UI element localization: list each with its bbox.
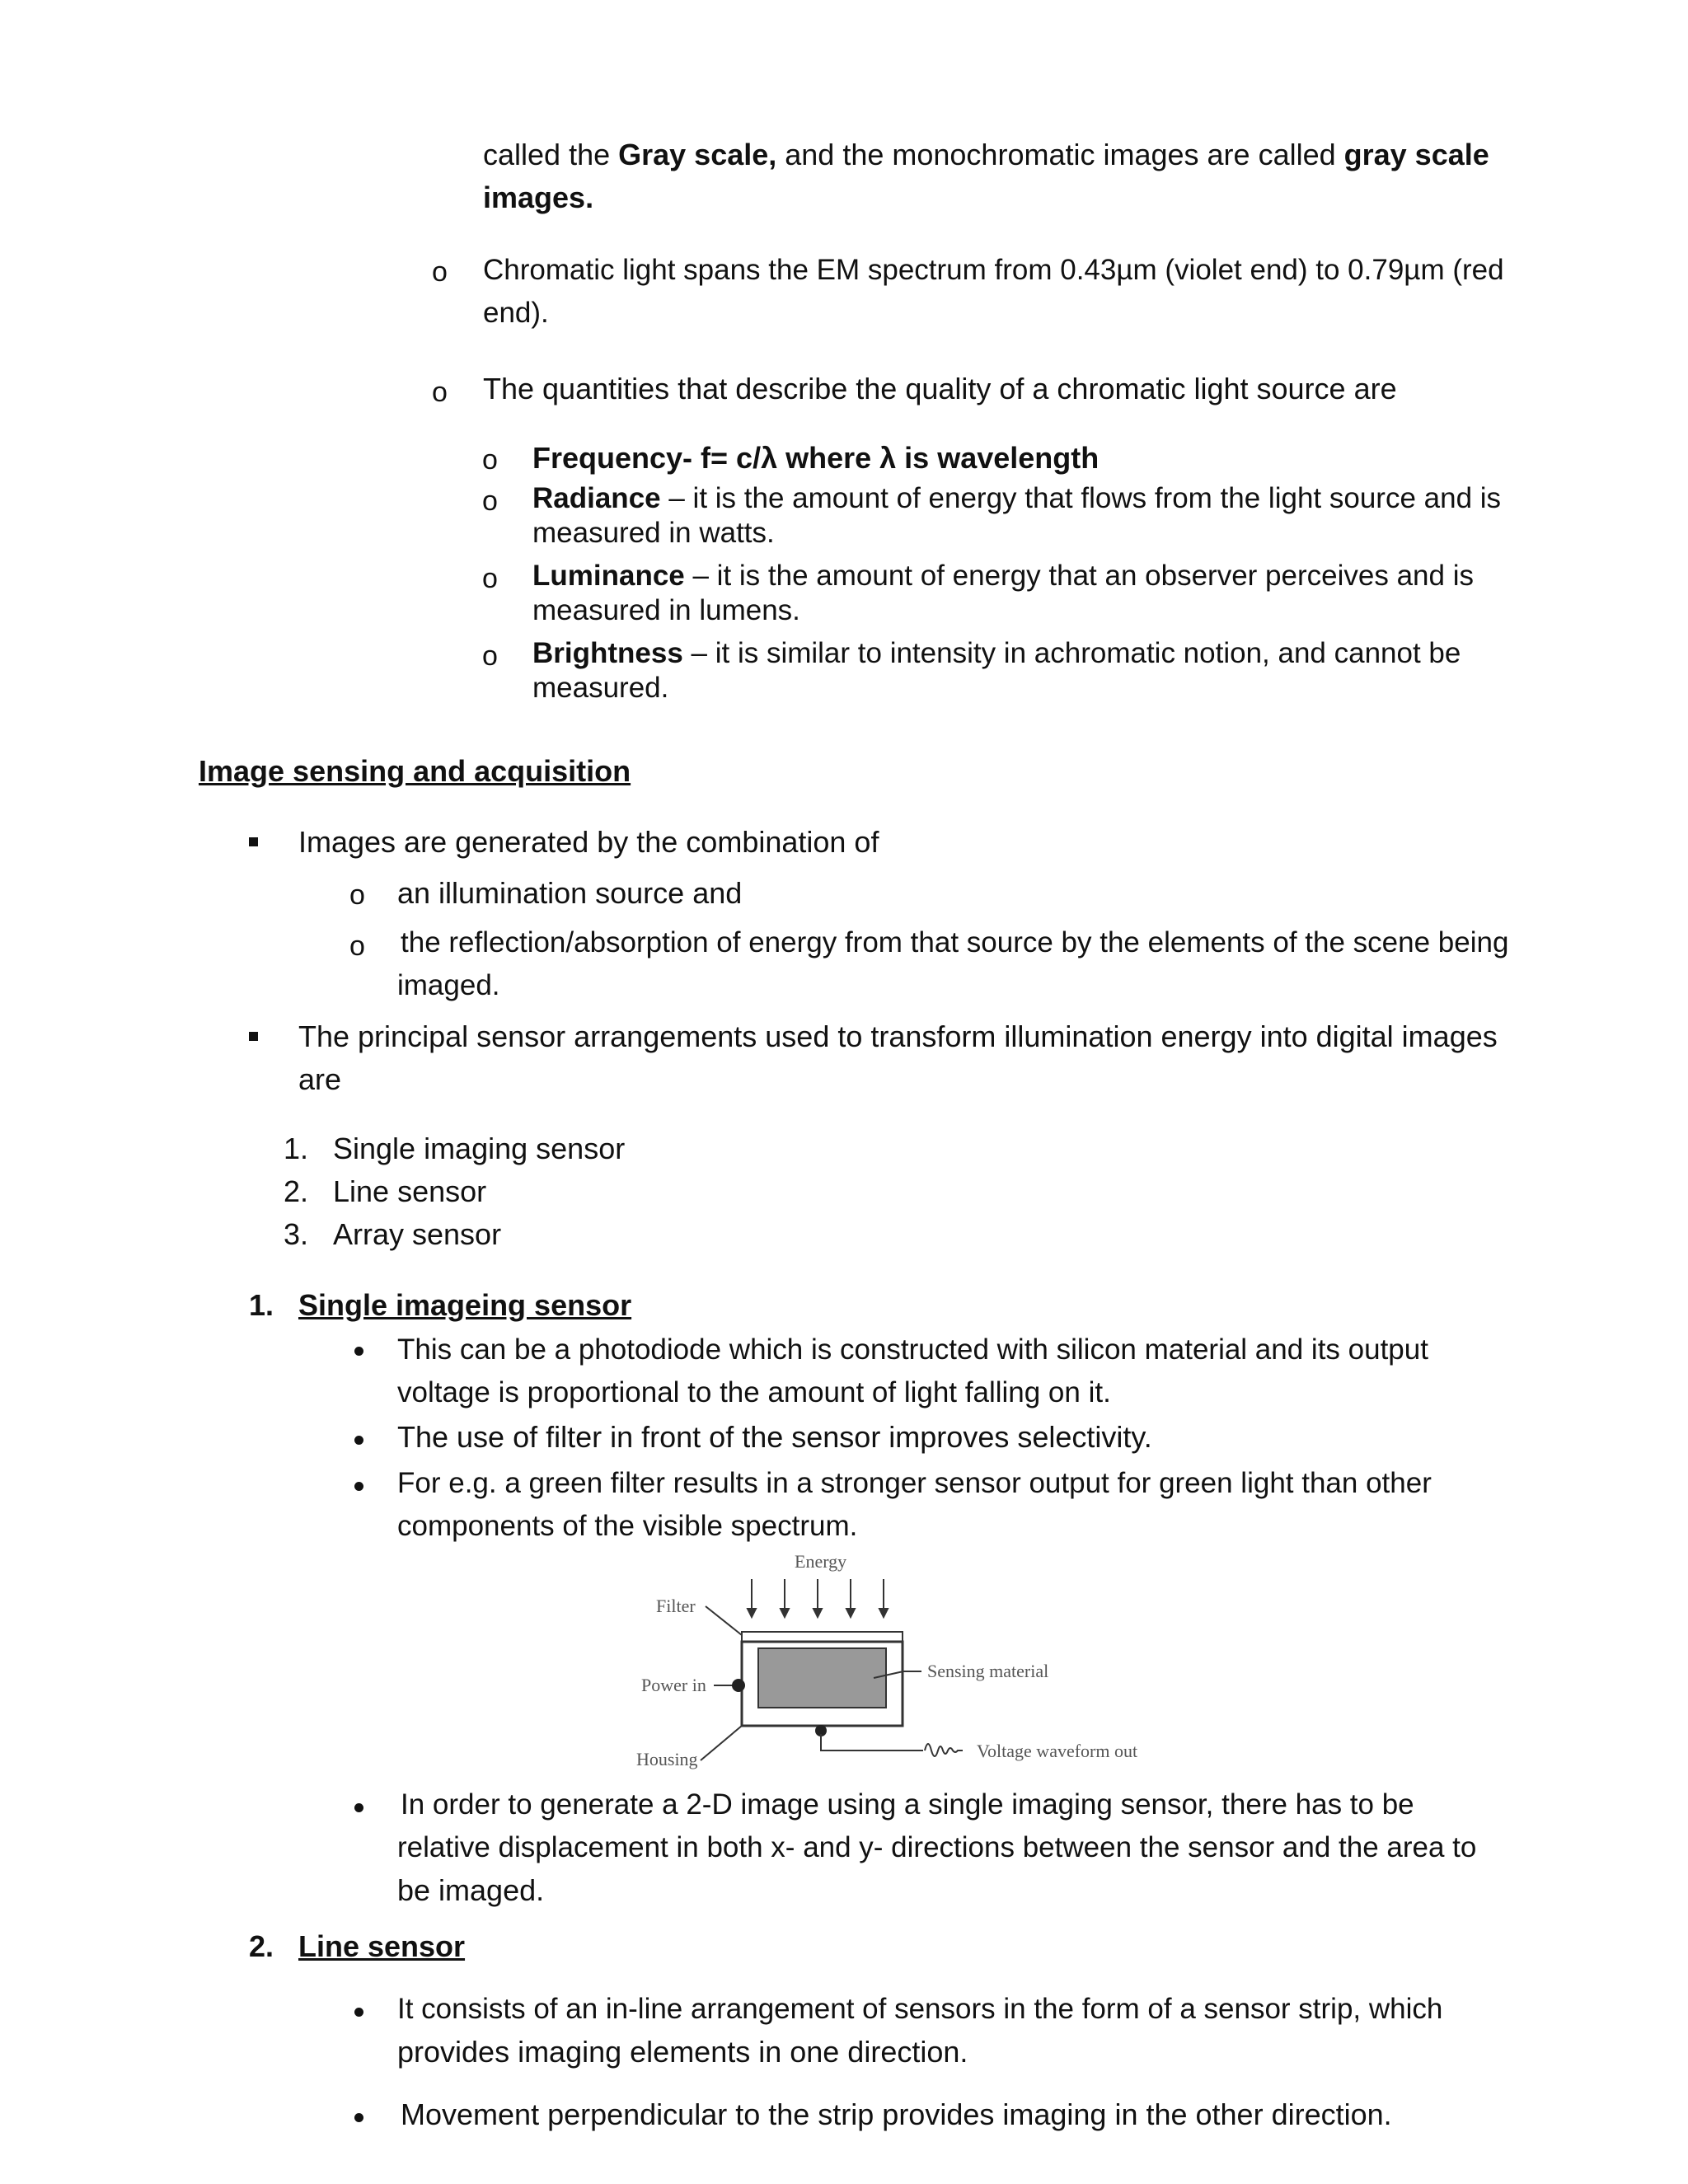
bullet-dot-icon — [354, 2008, 363, 2017]
movement-text: Movement perpendicular to the strip provides imaging in the other direction. — [401, 2097, 1392, 2131]
brightness-item-cont: measured. — [532, 672, 669, 704]
brightness-item — [532, 636, 1461, 671]
photodiode-text: This can be a photodiode which is constructed with silicon material and its output — [397, 1333, 1428, 1366]
energy-label: Energy — [795, 1551, 847, 1572]
voltage-waveform-label: Voltage waveform out — [977, 1741, 1138, 1761]
list-item: Single imaging sensor — [333, 1132, 626, 1165]
circle-bullet-icon: o — [482, 563, 498, 594]
definition: – it is the amount of energy that flows from the light source and is — [660, 482, 1502, 514]
radiance-item — [532, 481, 1501, 516]
bullet-dot-icon — [354, 1482, 363, 1491]
term: Radiance — [532, 482, 661, 514]
term: Brightness — [532, 637, 683, 669]
circle-bullet-icon: o — [482, 640, 498, 672]
housing-label: Housing — [636, 1749, 698, 1769]
displacement-text-cont2: be imaged. — [397, 1873, 545, 1907]
definition: – it is similar to intensity in achromatic notion, and cannot be — [682, 637, 1461, 669]
gray-scale-line — [483, 134, 1489, 176]
sensor-arrangements-text: The principal sensor arrangements used to transform illumination energy into digital images — [298, 1019, 1498, 1053]
reflection-text-cont: imaged. — [397, 969, 500, 1001]
voltage-waveform-icon — [925, 1744, 963, 1756]
subsection-number: 2. — [249, 1929, 274, 1963]
square-bullet-icon — [249, 837, 258, 846]
circle-bullet-icon: o — [432, 377, 448, 408]
subsection-number: 1. — [249, 1288, 274, 1322]
photodiode-text-cont: voltage is proportional to the amount of light falling on it. — [397, 1376, 1111, 1408]
bold-term: gray scale — [1343, 138, 1489, 171]
sensor-arrangements-text-cont: are — [298, 1062, 342, 1096]
circle-bullet-icon: o — [349, 879, 365, 911]
filter-label: Filter — [656, 1596, 696, 1616]
list-number: 2. — [284, 1174, 309, 1208]
list-number: 3. — [284, 1217, 309, 1251]
list-item: Array sensor — [333, 1217, 502, 1251]
green-filter-text-cont: components of the visible spectrum. — [397, 1510, 858, 1542]
subsection-heading: Single imageing sensor — [298, 1288, 632, 1322]
quantities-text: The quantities that describe the quality of a chromatic light source are — [483, 372, 1397, 405]
energy-arrows — [748, 1579, 888, 1617]
reflection-text: the reflection/absorption of energy from that source by the elements of the scene being — [401, 926, 1509, 958]
bullet-dot-icon — [354, 1803, 363, 1812]
filter-layer — [742, 1632, 903, 1642]
circle-bullet-icon: o — [432, 256, 448, 288]
bold-term: Gray scale, — [618, 138, 777, 171]
line-sensor-text-cont: provides imaging elements in one direction. — [397, 2035, 968, 2069]
gray-scale-line-cont: images. — [483, 180, 594, 214]
displacement-text-cont: relative displacement in both x- and y- directions between the sensor and the area to — [397, 1831, 1477, 1863]
subsection-heading: Line sensor — [298, 1929, 466, 1963]
single-sensor-diagram — [626, 1549, 1170, 1780]
filter-text: The use of filter in front of the sensor improves selectivity. — [397, 1420, 1152, 1454]
circle-bullet-icon: o — [349, 930, 365, 962]
housing-pointer — [701, 1726, 742, 1760]
bullet-dot-icon — [354, 1436, 363, 1445]
frequency-item: Frequency- f= c/λ where λ is wavelength — [532, 441, 1100, 475]
output-wire — [821, 1734, 923, 1750]
chromatic-spectrum-text: Chromatic light spans the EM spectrum from 0.43µm (violet end) to 0.79µm (red — [483, 254, 1504, 286]
luminance-item — [532, 559, 1474, 593]
text: and the monochromatic images are called — [776, 138, 1344, 171]
chromatic-spectrum-text-cont: end). — [483, 297, 549, 329]
green-filter-text: For e.g. a green filter results in a stronger sensor output for green light than other — [397, 1467, 1432, 1499]
section-heading: Image sensing and acquisition — [199, 754, 631, 788]
square-bullet-icon — [249, 1032, 258, 1041]
text: called the — [483, 138, 619, 171]
bullet-dot-icon — [354, 1347, 363, 1356]
circle-bullet-icon: o — [482, 485, 498, 517]
line-sensor-text: It consists of an in-line arrangement of sensors in the form of a sensor strip, which — [397, 1993, 1443, 2025]
power-in-label: Power in — [641, 1675, 706, 1695]
power-connector — [732, 1679, 745, 1692]
luminance-item-cont: measured in lumens. — [532, 594, 800, 626]
sensing-material-label: Sensing material — [927, 1661, 1049, 1681]
circle-bullet-icon: o — [482, 444, 498, 476]
sensing-material-block — [758, 1648, 886, 1708]
images-generated-text: Images are generated by the combination of — [298, 825, 879, 859]
definition: – it is the amount of energy that an observer perceives and is — [684, 560, 1474, 592]
list-item: Line sensor — [333, 1174, 487, 1208]
term: Luminance — [532, 560, 685, 592]
bullet-dot-icon — [354, 2113, 363, 2122]
illumination-source-text: an illumination source and — [397, 876, 743, 910]
radiance-item-cont: measured in watts. — [532, 517, 775, 549]
displacement-text: In order to generate a 2-D image using a single imaging sensor, there has to be — [401, 1788, 1414, 1821]
list-number: 1. — [284, 1132, 309, 1165]
